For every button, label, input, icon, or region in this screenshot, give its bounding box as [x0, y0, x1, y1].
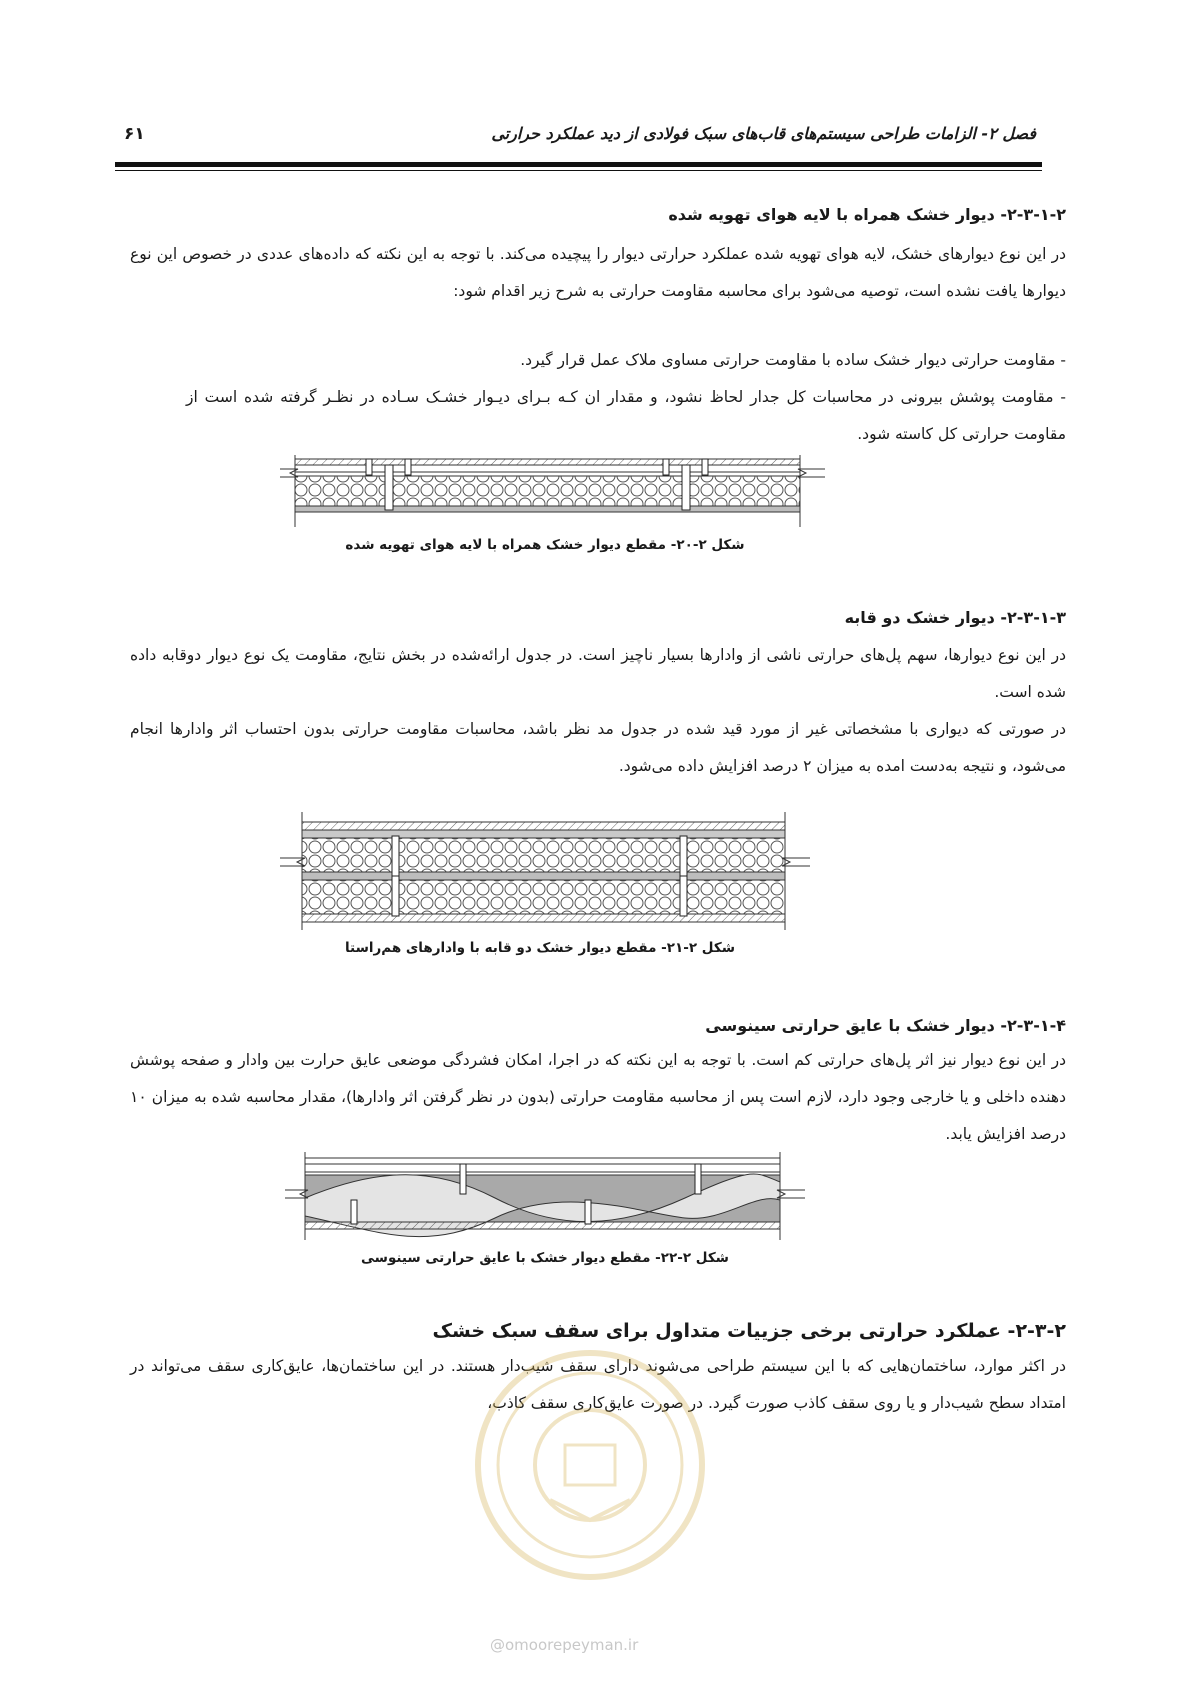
watermark-source-text: @omoorepeyman.ir [490, 1636, 639, 1654]
watermark-seal-logo [470, 1345, 710, 1585]
section-paragraph: در صورتی که دیواری با مشخصاتی غیر از مورد قید شده در جدول مد نظر باشد، محاسبات مقاومت حرارتی بدون احتساب اثر وادارها انجام می‌شود، و نتیجه به‌دست امده به میزان ۲ درصد افزایش داده می‌شود. [130, 720, 1066, 775]
section-heading-double-frame-wall: ۲-۳-۱-۳- دیوار خشک دو قابه [844, 608, 1066, 627]
section-heading-sinusoidal-insulation-wall: ۲-۳-۱-۴- دیوار خشک با عایق حرارتی سینوسی [705, 1016, 1066, 1035]
bullet-item: - مقاومت پوشش بیرونی در محاسبات کل جدار لحاظ نشود، و مقدار ان کـه بـرای دیـوار خشـک سـاده در نظـر گرفته شده است از مقاومت حرارتی کل کاسته شود. [186, 388, 1066, 443]
figure-ventilated-wall-section [280, 455, 825, 530]
section-heading-ventilated-wall: ۲-۳-۱-۲- دیوار خشک همراه با لایه هوای تهویه شده [668, 205, 1066, 224]
figure-caption: شکل ۲-۲۰- مقطع دیوار خشک همراه با لایه هوای تهویه شده [345, 537, 745, 553]
figure-caption: شکل ۲-۲۲- مقطع دیوار خشک با عایق حرارتی سینوسی [361, 1250, 729, 1266]
section-heading-light-roof-thermal-performance: ۲-۳-۲- عملکرد حرارتی برخی جزییات متداول برای سقف سبک خشک [432, 1320, 1066, 1342]
figure-sinusoidal-insulation-wall-section [285, 1152, 805, 1242]
running-header: فصل ۲- الزامات طراحی سیستم‌های قاب‌های سبک فولادی از دید عملکرد حرارتی [491, 124, 1036, 143]
bullet-item: - مقاومت حرارتی دیوار خشک ساده با مقاومت حرارتی مساوی ملاک عمل قرار گیرد. [520, 351, 1066, 369]
figure-caption: شکل ۲-۲۱- مقطع دیوار خشک دو قابه با وادارهای هم‌راستا [344, 940, 735, 956]
header-rule-thick [115, 162, 1042, 167]
header-rule-thin [115, 170, 1042, 171]
section-paragraph: در این نوع دیوارهای خشک، لایه هوای تهویه شده عملکرد حرارتی دیوار را پیچیده می‌کند. با توجه به این نکته که داده‌های عددی در خصوص این نوع دیوارها یافت نشده است، توصیه می‌شود برای محاسبه مقاومت حرارتی به شرح زیر اقدام شود: [130, 245, 1066, 300]
figure-double-frame-wall-section [280, 812, 810, 932]
section-paragraph: در این نوع دیوارها، سهم پل‌های حرارتی ناشی از وادارها بسیار ناچیز است. در جدول ارائه‌شده در بخش نتایج، مقاومت یک نوع دیوار دوقابه داده شده است. [130, 646, 1066, 701]
section-paragraph: در اکثر موارد، ساختمان‌هایی که با این سیستم طراحی می‌شوند دارای سقف شیب‌دار هستند. در این ساختمان‌ها، عایق‌کاری سقف می‌تواند در امتداد سطح شیب‌دار و یا روی سقف کاذب صورت گیرد. در صورت عایق‌کاری سقف کاذب، [130, 1357, 1066, 1412]
page-number: ۶۱ [124, 124, 145, 144]
section-paragraph: در این نوع دیوار نیز اثر پل‌های حرارتی کم است. با توجه به این نکته که در اجرا، امکان فشردگی موضعی عایق حرارت بین وادار و صفحه پوشش دهنده داخلی و یا خارجی وجود دارد، لازم است پس از محاسبه مقاومت حرارتی (بدون در نظر گرفتن اثر وادارها)، مقدار محاسبه شده به میزان ۱۰ درصد افزایش یابد. [130, 1051, 1066, 1143]
